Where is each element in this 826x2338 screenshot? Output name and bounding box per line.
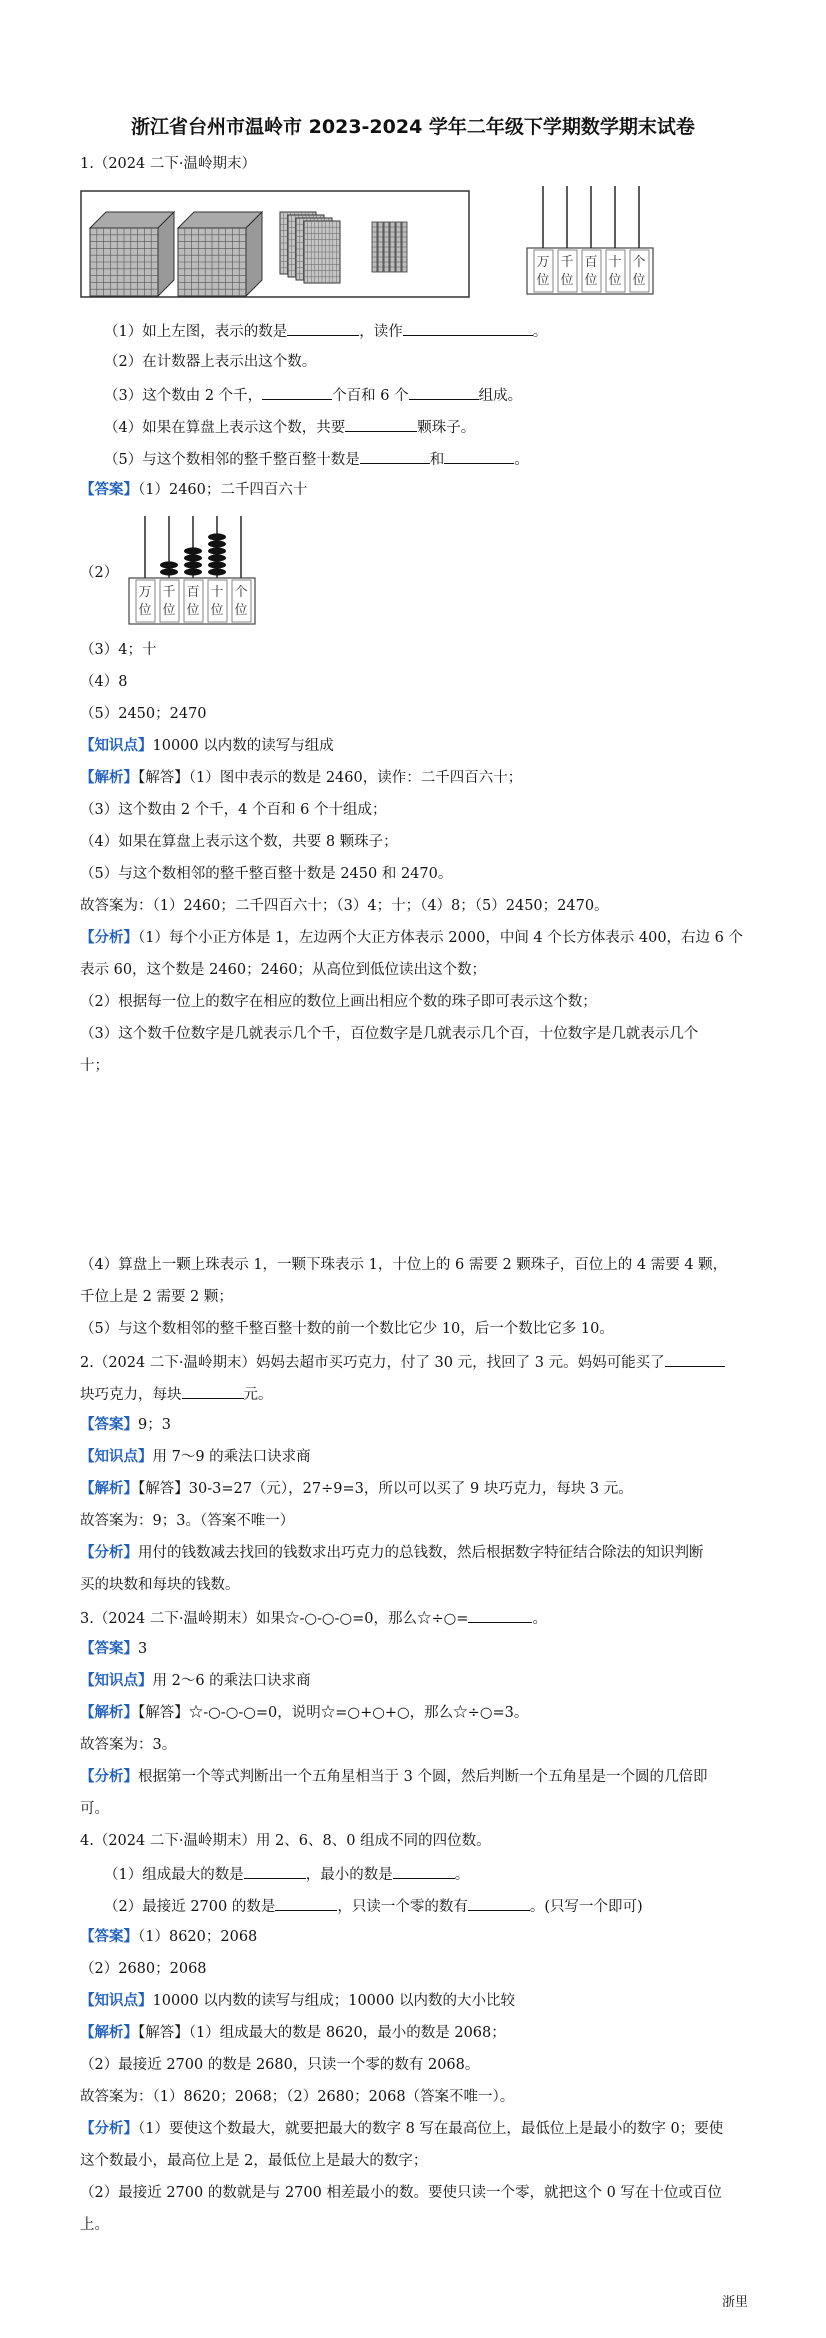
answer-blank[interactable] xyxy=(275,1895,337,1911)
q4-analyze-1-text: （1）要使这个数最大，就要把最大的数字 8 写在最高位上，最低位上是最小的数字 0；要使 xyxy=(138,2121,724,2137)
abacus-bead xyxy=(208,561,226,568)
answer-blank[interactable] xyxy=(468,1607,532,1623)
q2-header-2 xyxy=(80,1383,273,1405)
answer-blank[interactable] xyxy=(665,1351,725,1367)
abacus-bead xyxy=(208,540,226,547)
ten-rod xyxy=(402,222,407,272)
q4-sub1-b: ，最小的数是 xyxy=(305,1867,393,1883)
q2-analysis xyxy=(80,1479,633,1499)
q4-summary: 故答案为：（1）8620；2068；（2）2680；2068（答案不唯一）。 xyxy=(80,2089,515,2105)
q2-header-text: 2.（2024 二下·温岭期末）妈妈去超市买巧克力，付了 30 元，找回了 3 元。妈妈可能买了 xyxy=(80,1355,665,1371)
page-footer: 浙里 xyxy=(721,2295,748,2310)
place-label: 位 xyxy=(536,273,550,288)
analysis-tag: 【解析】 xyxy=(80,2024,138,2041)
q2-answer xyxy=(80,1415,171,1435)
place-label: 位 xyxy=(186,603,200,618)
q3-analyze-2: 可。 xyxy=(80,1801,109,1817)
q1-analyze-3: （3）这个数千位数字是几就表示几个千，百位数字是几就表示几个百，十位数字是几就表示几个 xyxy=(80,1026,699,1042)
q1-analysis-1-text: 【解答】（1）图中表示的数是 2460，读作：二千四百六十； xyxy=(138,770,523,786)
q4-knowledge-text: 10000 以内数的读写与组成；10000 以内数的大小比较 xyxy=(152,1993,515,2009)
q4-analyze-1b: 这个数最小，最高位上是 2，最低位上是最大的数字； xyxy=(80,2153,428,2169)
knowledge-tag: 【知识点】 xyxy=(80,1672,153,1689)
ten-rod xyxy=(396,222,401,272)
q4-sub1 xyxy=(104,1863,469,1885)
abacus-bead xyxy=(184,568,202,575)
q2-summary: 故答案为：9；3。（答案不唯一） xyxy=(80,1513,295,1529)
q1-analyze-5: （5）与这个数相邻的整千整百整十数的前一个数比它少 10，后一个数比它多 10。 xyxy=(80,1321,614,1337)
q3-summary: 故答案为：3。 xyxy=(80,1737,177,1753)
q3-analyze xyxy=(80,1767,707,1787)
answer-blank[interactable] xyxy=(444,448,514,464)
q1-sub1-end: 。 xyxy=(532,324,548,340)
answer-blank[interactable] xyxy=(409,384,479,400)
analyze-tag: 【分析】 xyxy=(80,1544,138,1561)
q3-header xyxy=(80,1607,547,1629)
q3-analyze-text: 根据第一个等式判断出一个五角星相当于 3 个圆，然后判断一个五角星是一个圆的几倍即 xyxy=(138,1769,708,1785)
q4-sub2-c: 。(只写一个即可) xyxy=(529,1899,643,1915)
q1-sub4-b: 颗珠子。 xyxy=(417,420,476,436)
q1-analysis-4: （4）如果在算盘上表示这个数，共要 8 颗珠子； xyxy=(80,834,398,850)
answer-blank[interactable] xyxy=(393,1863,455,1879)
q1-sub1 xyxy=(104,320,547,342)
q1-sub1-text: （1）如上左图，表示的数是 xyxy=(104,324,288,340)
q4-sub2-a: （2）最接近 2700 的数是 xyxy=(104,1899,276,1915)
q3-analysis xyxy=(80,1703,528,1723)
abacus-bead xyxy=(184,554,202,561)
q2-analyze-2: 买的块数和每块的钱数。 xyxy=(80,1577,240,1593)
q1-analyze-4b: 千位上是 2 需要 2 颗； xyxy=(80,1289,233,1305)
q3-answer xyxy=(80,1639,147,1659)
answer-tag: 【答案】 xyxy=(80,1640,138,1657)
q2-analysis-text: 【解答】30-3=27（元），27÷9=3，所以可以买了 9 块巧克力，每块 3 元。 xyxy=(138,1481,633,1497)
q1-sub1-mid: ，读作 xyxy=(359,324,403,340)
place-label: 千 xyxy=(162,585,176,600)
q4-header: 4.（2024 二下·温岭期末）用 2、6、8、0 组成不同的四位数。 xyxy=(80,1833,491,1849)
q1-sub4-a: （4）如果在算盘上表示这个数，共要 xyxy=(104,420,346,436)
abacus-bead xyxy=(184,547,202,554)
place-label: 个 xyxy=(632,255,646,270)
place-label: 位 xyxy=(210,603,224,618)
q2-header-2b: 元。 xyxy=(243,1387,273,1403)
q1-sub3-a: （3）这个数由 2 个千， xyxy=(104,388,263,404)
q1-analyze-1 xyxy=(80,928,743,948)
answer-tag: 【答案】 xyxy=(80,1416,138,1433)
counting-frame-answer xyxy=(127,512,262,630)
q1-analysis-3: （3）这个数由 2 个千，4 个百和 6 个十组成； xyxy=(80,802,387,818)
q1-answer-1 xyxy=(80,480,307,500)
answer-tag: 【答案】 xyxy=(80,1928,138,1945)
place-label: 万 xyxy=(536,255,550,270)
answer-blank[interactable] xyxy=(262,384,332,400)
knowledge-tag: 【知识点】 xyxy=(80,1448,153,1465)
answer-blank[interactable] xyxy=(182,1383,244,1399)
place-label: 位 xyxy=(560,273,574,288)
ten-rod xyxy=(378,222,383,272)
q3-analysis-text: 【解答】☆-○-○-○=0，说明☆=○+○+○，那么☆÷○=3。 xyxy=(138,1705,529,1721)
knowledge-tag: 【知识点】 xyxy=(80,1992,153,2009)
place-label: 百 xyxy=(186,585,200,600)
q4-analyze-2b: 上。 xyxy=(80,2217,109,2233)
place-label: 位 xyxy=(234,603,248,618)
q1-sub3-b: 个百和 6 个 xyxy=(332,388,409,404)
q1-knowledge xyxy=(80,736,334,756)
q1-answer-1-text: （1）2460；二千四百六十 xyxy=(138,482,308,498)
answer-blank[interactable] xyxy=(287,320,359,336)
place-label: 位 xyxy=(632,273,646,288)
abacus-bead xyxy=(208,568,226,575)
q1-analyze-4: （4）算盘上一颗上珠表示 1，一颗下珠表示 1，十位上的 6 需要 2 颗珠子，百位上的 4 需要 4 颗， xyxy=(80,1257,728,1273)
q1-analyze-2: （2）根据每一位上的数字在相应的数位上画出相应个数的珠子即可表示这个数； xyxy=(80,994,597,1010)
ten-rod xyxy=(384,222,389,272)
answer-blank[interactable] xyxy=(244,1863,306,1879)
q3-answer-text: 3 xyxy=(138,1641,148,1657)
place-label: 位 xyxy=(608,273,622,288)
answer-tag: 【答案】 xyxy=(80,481,138,498)
q4-sub1-c: 。 xyxy=(454,1867,470,1883)
q3-knowledge-text: 用 2～6 的乘法口诀求商 xyxy=(152,1673,311,1689)
abacus-bead xyxy=(160,568,178,575)
q4-answer-1 xyxy=(80,1927,257,1947)
place-label: 位 xyxy=(138,603,152,618)
q2-knowledge-text: 用 7～9 的乘法口诀求商 xyxy=(152,1449,311,1465)
place-label: 个 xyxy=(234,585,248,600)
q1-analyze-3b: 十； xyxy=(80,1058,109,1074)
ten-rod xyxy=(372,222,377,272)
knowledge-tag: 【知识点】 xyxy=(80,737,153,754)
q3-header-text: 3.（2024 二下·温岭期末）如果☆-○-○-○=0，那么☆÷○= xyxy=(80,1611,469,1627)
q1-header: 1.（2024 二下·温岭期末） xyxy=(80,156,256,172)
ten-rod xyxy=(390,222,395,272)
q4-analysis-2: （2）最接近 2700 的数是 2680，只读一个零的数有 2068。 xyxy=(80,2057,480,2073)
place-label: 十 xyxy=(608,255,622,270)
q1-sub5-b: 和 xyxy=(429,452,445,468)
q1-summary: 故答案为：（1）2460；二千四百六十；（3）4；十；（4）8；（5）2450；2470。 xyxy=(80,898,609,914)
q3-header-end: 。 xyxy=(532,1611,547,1627)
q1-knowledge-text: 10000 以内数的读写与组成 xyxy=(152,738,334,754)
analysis-tag: 【解析】 xyxy=(80,1480,138,1497)
q3-knowledge xyxy=(80,1671,311,1691)
page-title: 浙江省台州市温岭市 2023-2024 学年二年级下学期数学期末试卷 xyxy=(131,116,695,138)
place-label: 千 xyxy=(560,255,574,270)
abacus-bead xyxy=(184,561,202,568)
answer-blank[interactable] xyxy=(345,416,417,432)
place-label: 位 xyxy=(162,603,176,618)
analyze-tag: 【分析】 xyxy=(80,1768,138,1785)
analysis-tag: 【解析】 xyxy=(80,769,138,786)
ten-rods xyxy=(372,222,407,272)
q4-sub2 xyxy=(104,1895,643,1917)
q1-answer-5: （5）2450；2470 xyxy=(80,706,207,722)
q1-analyze-1b: 表示 60，这个数是 2460；2460；从高位到低位读出这个数； xyxy=(80,962,486,978)
answer-blank[interactable] xyxy=(468,1895,530,1911)
q1-sub5-c: 。 xyxy=(514,452,529,468)
q2-answer-text: 9；3 xyxy=(138,1417,171,1433)
q4-analysis-1-text: 【解答】（1）组成最大的数是 8620，最小的数是 2068； xyxy=(138,2025,506,2041)
q4-answer-2: （2）2680；2068 xyxy=(80,1961,207,1977)
place-label: 位 xyxy=(584,273,598,288)
hundred-flat xyxy=(304,221,340,283)
q2-knowledge xyxy=(80,1447,311,1467)
q1-answer-4: （4）8 xyxy=(80,674,128,690)
q4-sub2-b: ，只读一个零的数有 xyxy=(337,1899,468,1915)
analysis-tag: 【解析】 xyxy=(80,1704,138,1721)
q4-analyze-1 xyxy=(80,2119,723,2139)
q1-answer-2: （2） xyxy=(80,565,119,581)
abacus-bead xyxy=(208,533,226,540)
abacus-bead xyxy=(208,554,226,561)
q2-analyze-text: 用付的钱数减去找回的钱数求出巧克力的总钱数，然后根据数字特征结合除法的知识判断 xyxy=(138,1545,704,1561)
q4-analysis-1 xyxy=(80,2023,506,2043)
place-label: 百 xyxy=(584,255,598,270)
thousand-cube xyxy=(90,212,174,296)
q1-sub2: （2）在计数器上表示出这个数。 xyxy=(104,354,317,370)
analyze-tag: 【分析】 xyxy=(80,929,138,946)
q1-analyze-1-text: （1）每个小正方体是 1，左边两个大正方体表示 2000，中间 4 个长方体表示 400，右边 6 个 xyxy=(138,930,743,946)
q4-knowledge xyxy=(80,1991,515,2011)
thousand-cubes xyxy=(90,212,262,296)
answer-blank[interactable] xyxy=(360,448,430,464)
thousand-cube xyxy=(178,212,262,296)
q1-sub3-c: 组成。 xyxy=(478,388,523,404)
answer-blank[interactable] xyxy=(403,320,533,336)
hundred-flats xyxy=(280,212,340,283)
abacus-bead xyxy=(208,547,226,554)
q1-analysis-5: （5）与这个数相邻的整千整百整十数是 2450 和 2470。 xyxy=(80,866,453,882)
q1-sub4 xyxy=(104,416,475,438)
place-label: 万 xyxy=(138,585,152,600)
counting-frame-blank xyxy=(525,182,660,300)
q4-sub1-a: （1）组成最大的数是 xyxy=(104,1867,244,1883)
analyze-tag: 【分析】 xyxy=(80,2120,138,2137)
q2-analyze xyxy=(80,1543,704,1563)
abacus-bead xyxy=(160,561,178,568)
q1-sub3 xyxy=(104,384,522,406)
q2-header-2a: 块巧克力，每块 xyxy=(80,1387,182,1403)
place-label: 十 xyxy=(210,585,224,600)
q1-analysis-1 xyxy=(80,768,522,788)
q1-answer-3: （3）4；十 xyxy=(80,642,157,658)
q1-sub5 xyxy=(104,448,529,470)
q2-header xyxy=(80,1351,725,1373)
place-value-blocks-figure xyxy=(80,190,470,298)
q4-analyze-2: （2）最接近 2700 的数就是与 2700 相差最小的数。要使只读一个零，就把这个 0 写在十位或百位 xyxy=(80,2185,722,2201)
q4-answer-1-text: （1）8620；2068 xyxy=(138,1929,258,1945)
q1-sub5-a: （5）与这个数相邻的整千整百整十数是 xyxy=(104,452,360,468)
